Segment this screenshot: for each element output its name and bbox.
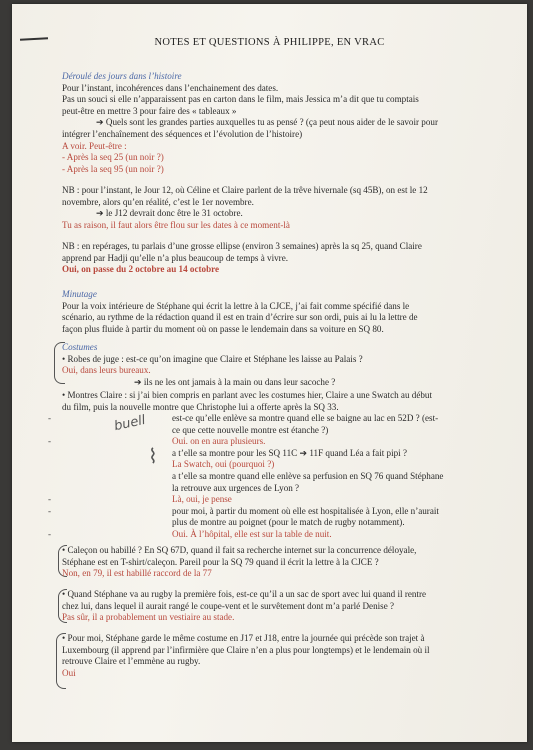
- text-line: • Montres Claire : si j’ai bien compris en parlant avec les costumes hier, Claire a une Swatch au début: [62, 390, 432, 400]
- question-line: a t’elle sa montre quand elle enlève sa perfusion en SQ 76 quand Stéphane: [172, 470, 444, 481]
- reply-line: - Après la seq 25 (un noir ?): [62, 152, 164, 163]
- reply-line: Oui, on passe du 2 octobre au 14 octobre: [62, 264, 220, 275]
- page-title: NOTES ET QUESTIONS À PHILIPPE, EN VRAC: [154, 37, 385, 48]
- reply-line: Pas sûr, il a probablement un vestiaire au stade.: [62, 612, 235, 623]
- section-heading: Déroulé des jours dans l’histoire: [62, 71, 182, 81]
- text-line: • Quand Stéphane va au rugby la première fois, est-ce qu’il a un sac de sport avec lui quand il rentre: [62, 589, 427, 599]
- section-heading: Costumes: [62, 342, 98, 352]
- section-rugby: [62, 589, 462, 624]
- text-line: • Robes de juge : est-ce qu’on imagine que Claire et Stéphane les laisse au Palais ?: [62, 353, 363, 364]
- section-deroule: [62, 71, 462, 175]
- text-line: façon plus fluide à partir du moment où on passe le lendemain dans sa voiture en SQ 80.: [62, 323, 384, 334]
- text-line: NB : en repérages, tu parlais d’une grosse ellipse (environ 3 semaines) après la sq 25, quand Claire: [62, 241, 422, 251]
- question-line: ce que cette nouvelle montre est étanche ?): [172, 424, 329, 435]
- section-montres: [62, 390, 462, 413]
- reply-line: La Swatch, oui (pourquoi ?): [172, 459, 275, 470]
- text-line: NB : pour l’instant, le Jour 12, où Céline et Claire parlent de la trêve hivernale (sq 45B), on est le 12: [62, 185, 428, 195]
- reply-line: A voir. Peut-être :: [62, 140, 127, 151]
- text-line: novembre, alors qu’en réalité, c’est le 1er novembre.: [62, 196, 254, 207]
- section-minutage: [62, 289, 462, 335]
- text-line: Pour l’instant, incohérences dans l’enchainement des dates.: [62, 82, 279, 93]
- section-nb-date: [62, 185, 462, 231]
- text-line: Pas un souci si elle n’apparaissent pas en carton dans le film, mais Jessica m’a dit que tu comptais: [62, 94, 419, 105]
- text-line: du film, puis la nouvelle montre que Christophe lui a offerte après la SQ 33.: [62, 401, 339, 412]
- question-line: la retrouve aux urgences de Lyon ?: [172, 482, 300, 493]
- section-nb-ellipse: [62, 241, 462, 276]
- text-line: intégrer l’enchaînement des séquences et l’évolution de l’histoire): [62, 128, 303, 139]
- text-line: peut-être en mettre 3 pour faire des « tableaux »: [62, 105, 237, 116]
- reply-line: - Oui. on en aura plusieurs.: [62, 436, 462, 448]
- text-line: • Caleçon ou habillé ? En SQ 67D, quand il fait sa recherche internet sur la concurrence déloyale,: [62, 545, 417, 555]
- pencil-sketch-icon: ⌇: [148, 444, 158, 468]
- text-line: ➔ le J12 devrait donc être le 31 octobre.: [96, 208, 243, 219]
- watch-questions: [62, 413, 462, 541]
- reply-line: Oui: [62, 667, 76, 678]
- text-line: Luxembourg (il apprend par l’infirmière que Claire n’en a plus pour longtemps) et le lendemain où il: [62, 644, 430, 655]
- text-line: scénario, au rythme de la rédaction quand il est en train d’écrire sur son ordi, puis ai lu la lettre de: [62, 312, 418, 323]
- handwritten-note: buell: [112, 412, 147, 435]
- text-line: retrouve Claire et l’emmène au rugby.: [62, 656, 201, 667]
- reply-line: - Là, oui, je pense: [62, 494, 462, 506]
- section-costume-j17: [62, 633, 462, 679]
- reply-line: Tu as raison, il faut alors être flou sur les dates à ce moment-là: [62, 219, 290, 230]
- reply-line: - Après la seq 95 (un noir ?): [62, 163, 164, 174]
- text-line: ➔ ils ne les ont jamais à la main ou dans leur sacoche ?: [134, 376, 336, 387]
- text-line: ➔ Quels sont les grandes parties auxquelles tu as pensé ? (ça peut nous aider de le savoir pour: [96, 117, 438, 128]
- section-heading: Minutage: [62, 289, 97, 299]
- question-line: - pour moi, à partir du moment où elle est hospitalisée à Lyon, elle n’aurait: [62, 506, 462, 518]
- text-line: • Pour moi, Stéphane garde le même costume en J17 et J18, entre la journée qui précède son trajet à: [62, 633, 425, 643]
- question-line: - est-ce qu’elle enlève sa montre quand elle se baigne au lac en 52D ? (est-: [62, 413, 462, 425]
- reply-line: Oui, dans leurs bureaux.: [62, 365, 151, 376]
- document-page: [12, 4, 527, 742]
- reply-line: Non, en 79, il est habillé raccord de la 77: [62, 568, 212, 579]
- question-line: a t’elle sa montre pour les SQ 11C ➔ 11F quand Léa a fait pipi ?: [172, 447, 407, 458]
- text-line: Pour la voix intérieure de Stéphane qui écrit la lettre à la CJCE, j’ai fait comme spécifié dans le: [62, 300, 410, 311]
- section-costumes: [62, 342, 462, 388]
- question-line: plus de montre au poignet (pour le match de rugby notamment).: [172, 517, 405, 528]
- section-calecon: [62, 545, 462, 580]
- text-line: Stéphane est en T-shirt/caleçon. Pareil pour la SQ 79 quand il écrit la lettre à la CJCE ?: [62, 556, 379, 567]
- text-line: apprend par Hadji qu’elle n’a plus beaucoup de temps à vivre.: [62, 252, 288, 263]
- text-line: chez lui, dans lequel il aurait rangé le coupe-vent et le survêtement dont m’a parlé Denise ?: [62, 600, 395, 611]
- reply-line: - Oui. À l’hôpital, elle est sur la table de nuit.: [62, 529, 462, 541]
